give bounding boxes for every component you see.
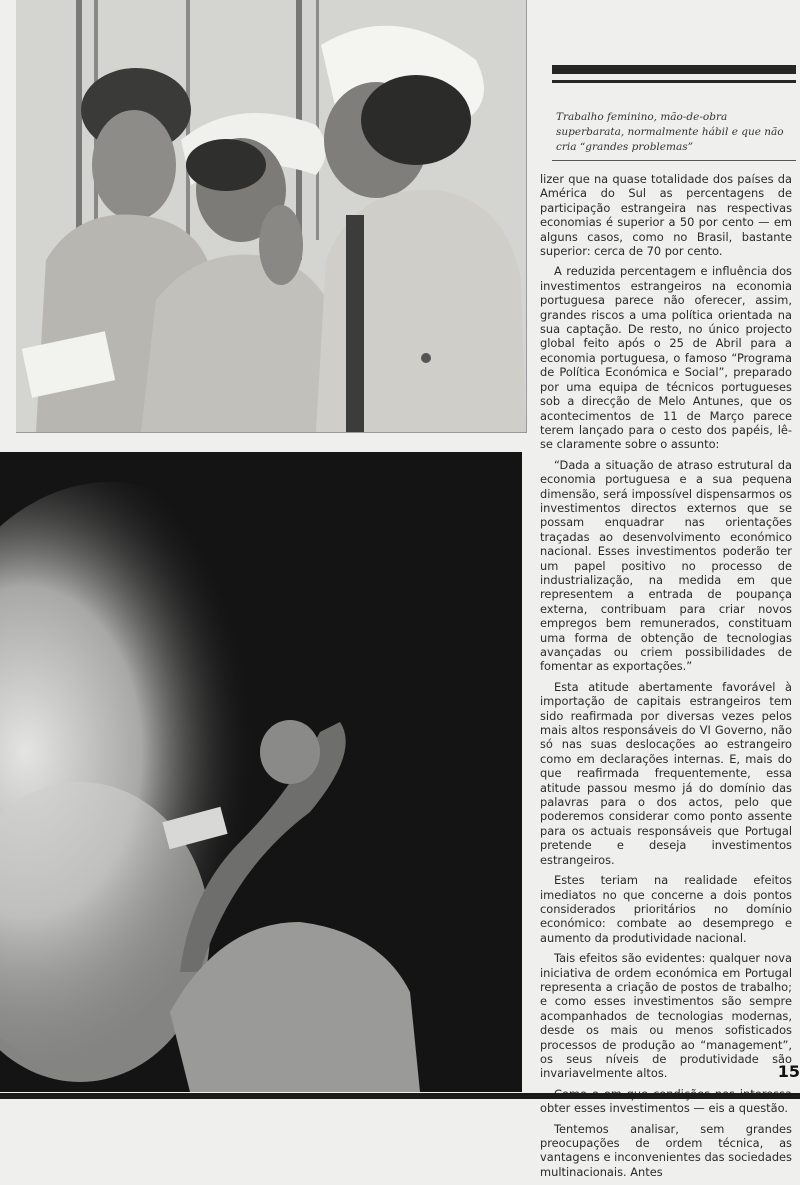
article-quote: “Dada a situação de atraso estrutural da economia portuguesa e a sua pequena dimensão, será impossível dispensarmos os investimentos directos externos que se possam enquadrar nas orientações traçadas ao desenvolvimento económico nacional. Esses investimentos poderão ter um papel positivo no processo de industrialização, na medida em que representem a entrada de poupança externa, contribuam para criar novos empregos bem remunerados, constituam uma forma de obtenção de tecnologias avançadas ou criem possibilidades de fomentar as exportações.” <box>540 457 792 674</box>
page-number: 15 <box>777 1062 800 1081</box>
article-paragraph: Tais efeitos são evidentes: qualquer nova iniciativa de ordem económica em Portugal representa a criação de postos de trabalho; e como esses investimentos são sempre acompanhados de tecnologias modernas, desde os mais ou menos sofisticados processos de produção ao “management”, os seus níveis de produtividade são invariavelmente altos. <box>540 951 792 1081</box>
article-paragraph: Esta atitude abertamente favorável à importação de capitais estrangeiros tem sido reafirmada por diversas vezes pelos mais altos responsáveis do VI Governo, não só nas suas deslocações ao estrangeiro como em declarações internas. E, mais do que reafirmada frequentemente, essa atitude passou mesmo já do domínio das palavras para o dos actos, pelo que poderemos considerar como ponto assente para os actuais responsáveis que Portugal pretende e deseja investimentos estrangeiros. <box>540 679 792 867</box>
rule-thin <box>552 80 796 83</box>
caption-divider <box>552 160 796 161</box>
photo-caption: Trabalho feminino, mão-de-obra superbarata, normalmente hábil e que não cria “grandes problemas” <box>556 111 784 153</box>
photo-women-workers <box>16 0 527 433</box>
article-paragraph: Tentemos analisar, sem grandes preocupações de ordem técnica, as vantagens e inconvenientes das sociedades multinacionais. Antes <box>540 1121 792 1179</box>
article-paragraph: Estes teriam na realidade efeitos imediatos no que concerne a dois pontos considerados prioritários no domínio económico: combate ao desemprego e aumento da produtividade nacional. <box>540 873 792 945</box>
bottom-edge <box>0 1093 800 1099</box>
article-paragraph: obter esses investimentos — eis a questão. <box>540 1101 788 1116</box>
header-rules <box>552 65 796 83</box>
rule-thick <box>552 65 796 74</box>
article-body <box>540 172 792 1185</box>
article-paragraph: A reduzida percentagem e influência dos investimentos estrangeiros na economia portuguesa parece não oferecer, assim, grandes riscos a uma política orientada na sua captação. De resto, no único projecto global feito após o 25 de Abril para a economia portuguesa, o famoso “Programa de Política Económica e Social”, preparado por uma equipa de técnicos portugueses sob a direcção de Melo Antunes, que os acontecimentos de 11 de Março parece terem lançado para o cesto dos papéis, lê-se claramente sobre o assunto: <box>540 264 792 452</box>
article-paragraph: lizer que na quase totalidade dos países da América do Sul as percentagens de participação estrangeira nas respectivas economias é superior a 50 por cento — em alguns casos, como no Brasil, bastante superior: cerca de 70 por cento. <box>540 172 792 259</box>
photo-worker-smoke <box>0 452 522 1092</box>
